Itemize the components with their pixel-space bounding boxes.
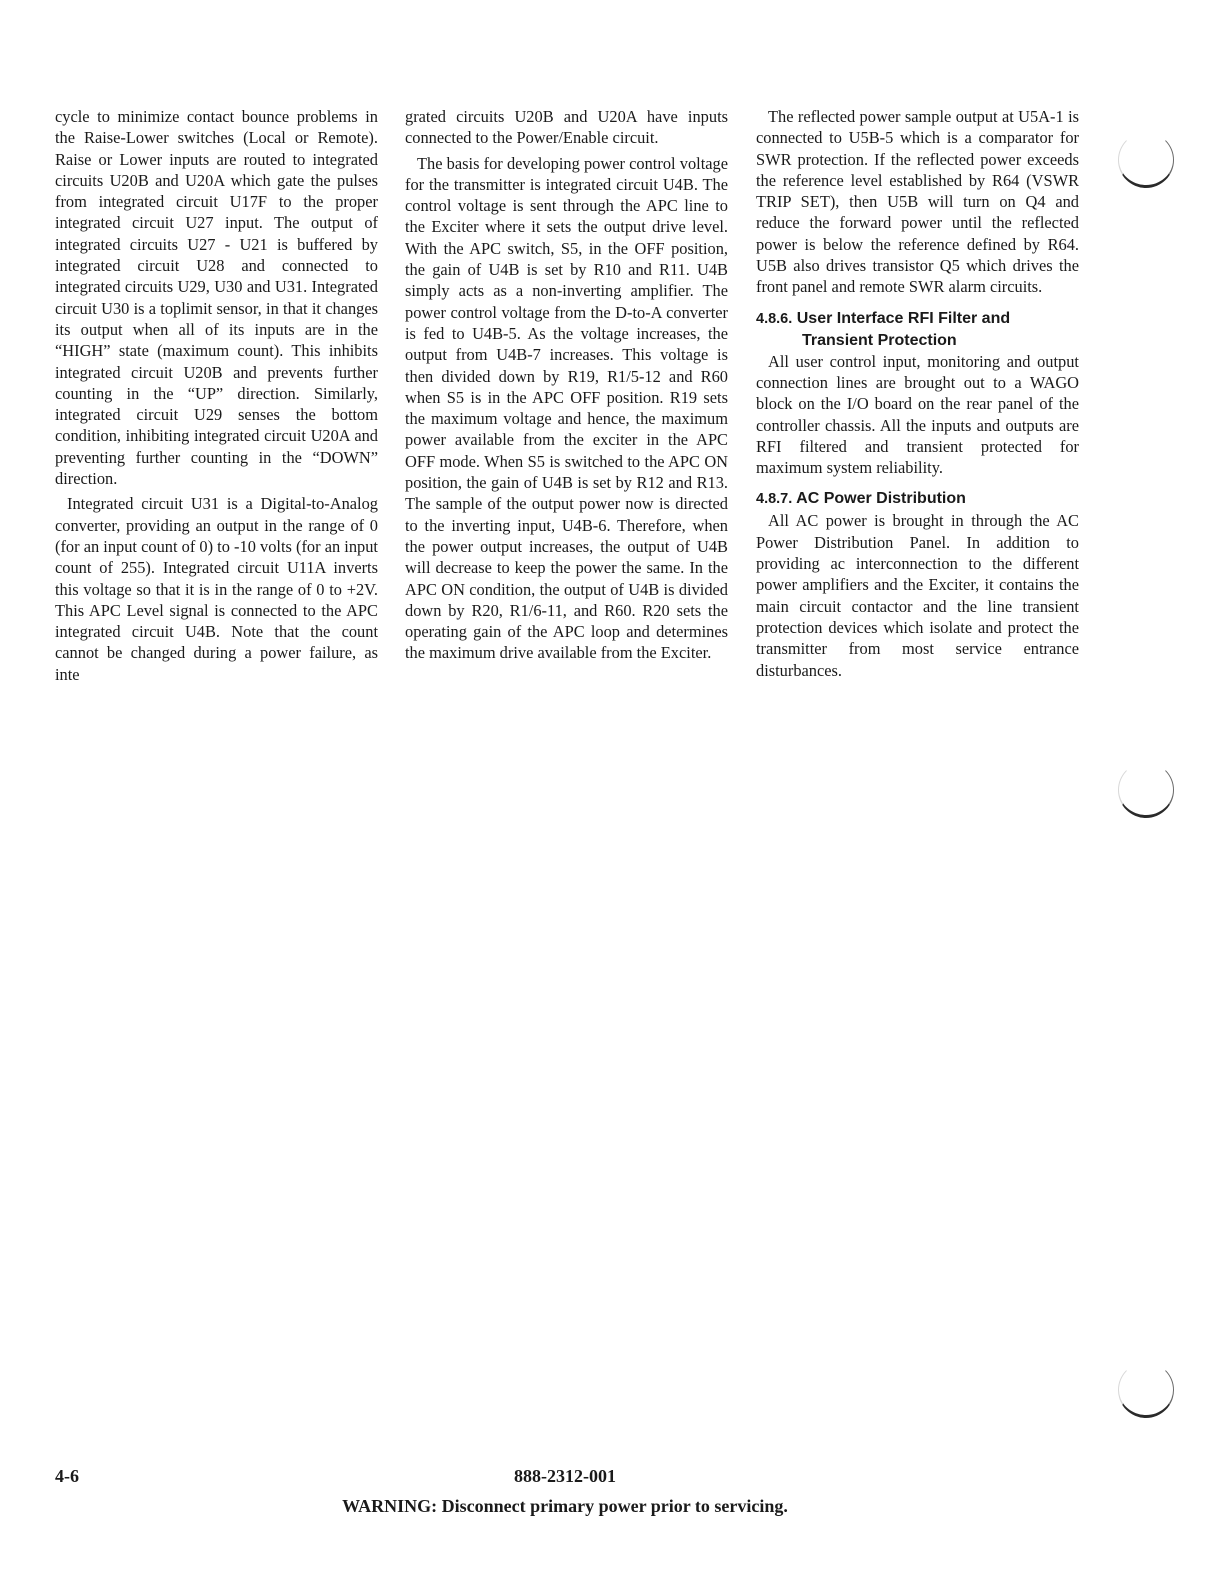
paragraph: The reflected power sample output at U5A-1 is connected to U5B-5 which is a comparator for SWR protection. If the reflected power exceeds the reference level established by R64 (VSWR TRIP SET), then U5B will turn on Q4 and reduce the forward power until the reflected power is below the reference defined by R64. U5B also drives transistor Q5 which drives the front panel and remote SWR alarm circuits.: [756, 107, 1079, 297]
binder-hole-mark: [1118, 1362, 1174, 1418]
paragraph: All AC power is brought in through the AC Power Distribution Panel. In addition to providing ac interconnection to the different power amplifiers and the Exciter, it contains the main circuit contactor and the line transient protection devices which isolate and protect the transmitter from most service entrance disturbances.: [756, 511, 1079, 680]
text-column-2: [405, 106, 728, 668]
warning-footer: WARNING: Disconnect primary power prior to servicing.: [342, 1496, 788, 1516]
section-title-line1: User Interface RFI Filter and: [796, 309, 1011, 327]
section-heading-4-8-7: [756, 488, 1079, 510]
paragraph: cycle to minimize contact bounce problems in the Raise-Lower switches (Local or Remote). Raise or Lower inputs are routed to integrated circuits U20B and U20A which gate the pulses from integrated circuit U17F to the proper integrated circuit U27 input. The output of integrated circuits U27 - U21 is buffered by integrated circuit U28 and connected to integrated circuits U29, U30 and U31. Integrated circuit U30 is a toplimit sensor, in that it changes its output when all of its inputs are in the “HIGH” state (maximum count). This inhibits integrated circuit U20B and prevents further counting in the “UP” direction. Similarly, integrated circuit U29 senses the bottom condition, inhibiting integrated circuit U20A and preventing further counting in the “DOWN” direction.: [55, 107, 378, 489]
paragraph: grated circuits U20B and U20A have inputs connected to the Power/Enable circuit.: [405, 107, 728, 148]
text-column-3: [756, 106, 1079, 685]
section-title: AC Power Distribution: [796, 490, 966, 508]
document-number: 888-2312-001: [514, 1466, 616, 1486]
section-title-line2: Transient Protection: [802, 331, 957, 349]
paragraph: Integrated circuit U31 is a Digital-to-Analog converter, providing an output in the range of 0 (for an input count of 0) to -10 volts (for an input count of 255). Integrated circuit U11A inverts this voltage so that it is in the range of 0 to +2V. This APC Level signal is connected to the APC integrated circuit U4B. Note that the count cannot be changed during a power failure, as inte: [55, 494, 378, 684]
section-heading-4-8-6: [756, 308, 1079, 351]
binder-hole-mark: [1118, 762, 1174, 818]
binder-hole-mark: [1118, 132, 1174, 188]
section-number: 4.8.7.: [756, 491, 793, 508]
page-number: 4-6: [55, 1466, 79, 1486]
paragraph: All user control input, monitoring and output connection lines are brought out to a WAGO block on the I/O board on the rear panel of the controller chassis. All the inputs and outputs are RFI filtered and transient protected for maximum system reliability.: [756, 351, 1079, 478]
section-number: 4.8.6.: [756, 310, 793, 327]
text-column-1: [55, 106, 378, 689]
paragraph: The basis for developing power control voltage for the transmitter is integrated circuit U4B. The control voltage is sent through the APC line to the Exciter where it sets the output drive level. With the APC switch, S5, in the OFF position, the gain of U4B is set by R10 and R11. U4B simply acts as a non-inverting amplifier. The power control voltage from the D-to-A converter is fed to U4B-5. As the voltage increases, the output from U4B-7 increases. This voltage is then divided down by R19, R1/5-12 and R60 when S5 is in the APC OFF position. R19 sets the maximum voltage and hence, the maximum power available from the exciter in the APC OFF mode. When S5 is switched to the APC ON position, the gain of U4B is set by R12 and R13. The sample of the output power now is directed to the inverting input, U4B-6. Therefore, when the power output increases, the output of U4B will decrease to keep the power the same. In the APC ON condition, the output of U4B is divided down by R20, R1/6-11, and R60. R20 sets the operating gain of the APC loop and determines the maximum drive available from the Exciter.: [405, 153, 728, 663]
